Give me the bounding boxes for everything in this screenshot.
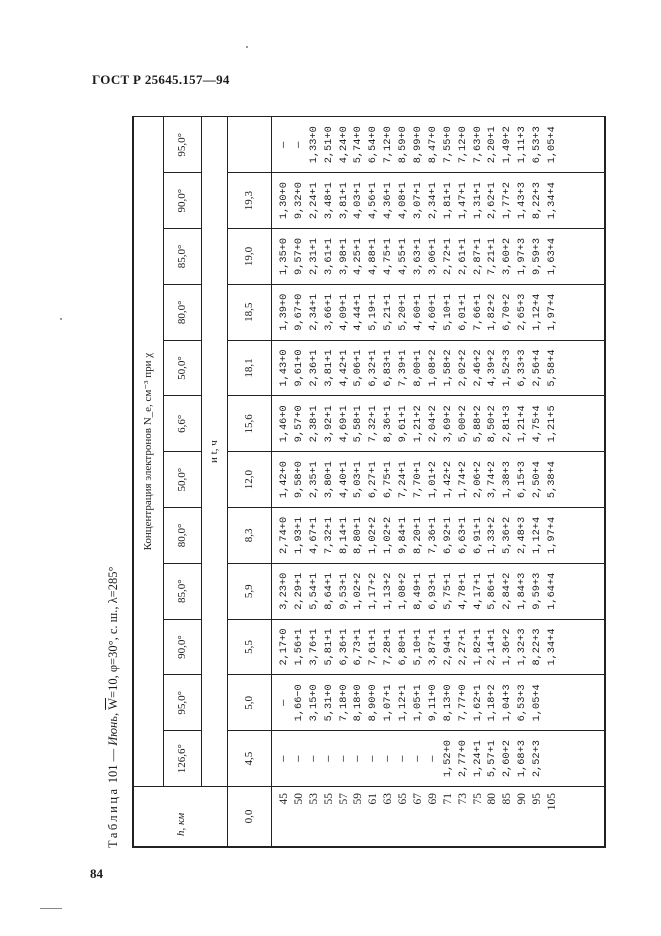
caption-month: Июнь, — [106, 712, 120, 746]
concentration-value: 1,13+2 — [382, 572, 395, 610]
concentration-column — [272, 563, 605, 619]
concentration-value: 9,57+0 — [292, 237, 305, 275]
concentration-value: 7,70+1 — [412, 461, 425, 499]
concentration-value: 4,40+1 — [337, 461, 350, 499]
concentration-value: 3,69+2 — [441, 405, 454, 443]
concentration-value: 2,62+1 — [486, 182, 499, 220]
concentration-value: 1,47+1 — [456, 182, 469, 220]
concentration-value: 7,24+1 — [397, 461, 410, 499]
concentration-value: 1,49+2 — [501, 126, 514, 164]
chi-header-cell: 85,0° — [164, 563, 202, 619]
concentration-value: 2,56+4 — [531, 349, 544, 387]
concentration-value: 5,03+1 — [352, 461, 365, 499]
chi-header-cell: 85,0° — [164, 229, 202, 285]
concentration-value: 2,84+2 — [501, 572, 514, 610]
caption-number: 101 — [106, 764, 120, 784]
concentration-value: 4,39+2 — [486, 349, 499, 387]
concentration-value: 1,35+0 — [278, 237, 290, 275]
concentration-value: 1,43+3 — [516, 182, 529, 220]
concentration-value: 7,32+1 — [367, 405, 380, 443]
concentration-value: 2,24+1 — [307, 182, 320, 220]
concentration-value: 6,93+1 — [426, 572, 439, 610]
concentration-value: 6,15+3 — [516, 461, 529, 499]
concentration-value: 1,08+2 — [397, 572, 410, 610]
concentration-value: 8,80+1 — [352, 516, 365, 554]
concentration-value: 4,75+1 — [382, 237, 395, 275]
concentration-value: 1,05+4 — [546, 126, 559, 164]
t-header-cell: 19,0 — [228, 229, 272, 285]
chi-header-cell: 50,0° — [164, 452, 202, 508]
concentration-value: 6,91+1 — [471, 516, 484, 554]
concentration-column — [272, 675, 605, 731]
height-value: 65 — [397, 793, 410, 805]
concentration-value: 4,75+4 — [531, 405, 544, 443]
concentration-value: 3,66+1 — [322, 293, 335, 331]
concentration-value: 2,65+3 — [516, 293, 529, 331]
concentration-value: 6,83+1 — [382, 349, 395, 387]
concentration-value: 3,60+2 — [501, 237, 514, 275]
concentration-value: 6,33+3 — [516, 349, 529, 387]
concentration-value: 1,97+4 — [546, 516, 559, 554]
concentration-value: 6,36+1 — [337, 628, 350, 666]
concentration-value: 6,92+1 — [441, 516, 454, 554]
concentration-value: 3,61+1 — [322, 237, 335, 275]
concentration-column — [272, 731, 605, 787]
concentration-value: 1,05+4 — [531, 684, 544, 722]
concentration-column — [272, 508, 605, 564]
concentration-value: 8,22+3 — [531, 628, 544, 666]
concentration-value: 2,52+3 — [531, 740, 544, 778]
concentration-value: 4,78+1 — [456, 572, 469, 610]
concentration-value: 6,70+2 — [501, 293, 514, 331]
concentration-value: 5,57+1 — [486, 740, 499, 778]
concentration-value: 2,61+1 — [456, 237, 469, 275]
concentration-value: 1,21+4 — [516, 405, 529, 443]
concentration-value: 2,27+1 — [456, 628, 469, 666]
concentration-value: 7,28+1 — [382, 628, 395, 666]
concentration-value: 2,60+2 — [501, 740, 514, 778]
concentration-value: 5,31+0 — [322, 684, 335, 722]
concentration-value: 1,52+3 — [501, 349, 514, 387]
concentration-column — [272, 340, 605, 396]
concentration-value: 5,10+1 — [412, 628, 425, 666]
concentration-value: 1,01+2 — [426, 461, 439, 499]
concentration-value: 9,57+0 — [292, 405, 305, 443]
concentration-value: — — [278, 141, 290, 148]
concentration-value: 2,81+3 — [501, 405, 514, 443]
concentration-value: 2,77+0 — [456, 740, 469, 778]
concentration-value: 6,27+1 — [367, 461, 380, 499]
caption-prefix: Таблица — [106, 786, 120, 848]
t-header-cell: 12,0 — [228, 452, 272, 508]
concentration-value: 7,55+0 — [441, 126, 454, 164]
concentration-value: 1,46+0 — [278, 405, 290, 443]
concentration-value: — — [412, 755, 425, 762]
concentration-value: 2,02+2 — [456, 349, 469, 387]
concentration-value: 1,02+2 — [367, 516, 380, 554]
concentration-value: 2,20+1 — [486, 126, 499, 164]
t-header-cell: 4,5 — [228, 731, 272, 787]
concentration-value: 3,87+1 — [426, 628, 439, 666]
concentration-value: 6,80+1 — [397, 628, 410, 666]
chi-header-cell: 126,6° — [164, 731, 202, 787]
concentration-value: 7,63+0 — [471, 126, 484, 164]
concentration-value: 8,47+0 — [426, 126, 439, 164]
concentration-value: — — [307, 755, 320, 762]
concentration-value: 7,61+1 — [367, 628, 380, 666]
document-header: ГОСТ Р 25645.157—94 — [92, 72, 230, 87]
concentration-value: 3,15+0 — [307, 684, 320, 722]
concentration-value: 3,23+0 — [278, 572, 290, 610]
concentration-value: 1,97+4 — [546, 293, 559, 331]
concentration-value: 8,14+1 — [337, 516, 350, 554]
concentration-value: 2,04+2 — [426, 405, 439, 443]
concentration-value: 9,53+1 — [337, 572, 350, 610]
concentration-value: 2,35+1 — [307, 461, 320, 499]
chi-header-cell: 95,0° — [164, 117, 202, 173]
height-value: 80 — [486, 793, 499, 805]
scan-speck — [60, 318, 62, 320]
concentration-value: 8,18+0 — [352, 684, 365, 722]
height-value: 55 — [322, 793, 335, 805]
concentration-value: 5,81+1 — [322, 628, 335, 666]
concentration-value: 2,17+0 — [278, 628, 290, 666]
concentration-header: Концентрация электронов N_e, см⁻³ при χ — [134, 117, 164, 787]
concentration-value: 4,17+1 — [471, 572, 484, 610]
concentration-value: 5,88+2 — [471, 405, 484, 443]
concentration-value: 8,59+0 — [397, 126, 410, 164]
concentration-value: 1,36+2 — [501, 628, 514, 666]
footer-rule — [40, 908, 62, 909]
concentration-value: 4,42+1 — [337, 349, 350, 387]
height-values-column — [272, 787, 605, 847]
concentration-value: 4,56+1 — [367, 182, 380, 220]
concentration-value: 6,53+3 — [531, 126, 544, 164]
concentration-value: 1,21+5 — [546, 405, 559, 443]
concentration-value: 2,38+1 — [307, 405, 320, 443]
concentration-value: 2,72+1 — [441, 237, 454, 275]
concentration-value: 2,29+1 — [292, 572, 305, 610]
concentration-value: 1,68+3 — [516, 740, 529, 778]
concentration-value: 3,80+1 — [322, 461, 335, 499]
concentration-value: 7,77+0 — [456, 684, 469, 722]
t-header-cell: 18,1 — [228, 340, 272, 396]
concentration-value: 6,54+0 — [367, 126, 380, 164]
concentration-value: 6,63+1 — [456, 516, 469, 554]
t-header-cell: 19,3 — [228, 173, 272, 229]
concentration-value: 1,34+4 — [546, 182, 559, 220]
concentration-column — [272, 229, 605, 285]
height-value: 75 — [471, 793, 484, 805]
height-value: 67 — [412, 793, 425, 805]
concentration-value: 1,42+2 — [441, 461, 454, 499]
concentration-value: 8,99+0 — [412, 126, 425, 164]
concentration-value: 1,11+3 — [516, 126, 529, 164]
concentration-value: 1,39+0 — [278, 293, 290, 331]
concentration-value: 8,13+0 — [441, 684, 454, 722]
concentration-value: 3,74+2 — [486, 461, 499, 499]
concentration-value: — — [367, 755, 380, 762]
concentration-value: 1,34+4 — [546, 628, 559, 666]
scan-speck — [246, 46, 248, 48]
concentration-column — [272, 452, 605, 508]
concentration-value: 1,52+0 — [441, 740, 454, 778]
chi-header-cell: 90,0° — [164, 619, 202, 675]
height-value: 90 — [516, 793, 529, 805]
concentration-value: 8,22+3 — [531, 182, 544, 220]
time-header: и t, ч — [202, 117, 228, 787]
height-column-header: h, км — [134, 787, 228, 847]
chi-header-cell: 90,0° — [164, 173, 202, 229]
concentration-value: 8,50+2 — [486, 405, 499, 443]
t-header-cell: 8,3 — [228, 508, 272, 564]
concentration-value: 1,74+2 — [456, 461, 469, 499]
concentration-value: 9,11+0 — [426, 684, 439, 722]
concentration-value: — — [382, 755, 395, 762]
concentration-value: 1,18+2 — [486, 684, 499, 722]
concentration-value: 3,98+1 — [337, 237, 350, 275]
concentration-value: 9,32+0 — [292, 182, 305, 220]
height-value: 63 — [382, 793, 395, 805]
concentration-value: 1,31+1 — [471, 182, 484, 220]
concentration-value: 1,12+4 — [531, 516, 544, 554]
concentration-value: 7,21+1 — [486, 237, 499, 275]
concentration-value: 7,12+0 — [456, 126, 469, 164]
concentration-value: 1,66−0 — [292, 684, 305, 722]
concentration-value: 5,21+1 — [382, 293, 395, 331]
concentration-value: — — [278, 755, 290, 762]
caption-w-symbol: $\overline{W}$ — [106, 697, 120, 710]
concentration-value: 2,06+2 — [471, 461, 484, 499]
concentration-column — [272, 173, 605, 229]
concentration-value: 3,81+1 — [337, 182, 350, 220]
t-header-cell: 18,5 — [228, 284, 272, 340]
concentration-value: 1,30+0 — [278, 182, 290, 220]
concentration-column — [272, 284, 605, 340]
concentration-value: 2,34+1 — [307, 293, 320, 331]
concentration-value: — — [426, 755, 439, 762]
concentration-value: 1,84+3 — [516, 572, 529, 610]
concentration-value: 1,82+2 — [486, 293, 499, 331]
concentration-value: 7,39+1 — [397, 349, 410, 387]
height-value: 85 — [501, 793, 514, 805]
concentration-value: — — [337, 755, 350, 762]
concentration-value: 1,77+2 — [501, 182, 514, 220]
concentration-value: 2,87+1 — [471, 237, 484, 275]
height-value: 50 — [292, 793, 305, 805]
concentration-value: 1,12+4 — [531, 293, 544, 331]
concentration-value: 2,48+3 — [516, 516, 529, 554]
table-caption: Таблица 101 — Июнь, $\overline{W}=10$, φ=30°, с. ш., λ=285° — [106, 566, 120, 848]
concentration-value: 4,55+1 — [397, 237, 410, 275]
concentration-value: 1,33+2 — [486, 516, 499, 554]
t-header-cell: 5,5 — [228, 619, 272, 675]
concentration-value: 5,00+2 — [456, 405, 469, 443]
concentration-value: — — [322, 755, 335, 762]
concentration-value: 5,06+1 — [352, 349, 365, 387]
caption-rest: =10, φ=30°, с. ш., λ=285° — [106, 566, 120, 698]
concentration-value: 2,14+1 — [486, 628, 499, 666]
concentration-value: 4,08+1 — [397, 182, 410, 220]
concentration-value: 9,59+3 — [531, 237, 544, 275]
concentration-value: 9,59+3 — [531, 572, 544, 610]
concentration-value: 2,34+1 — [426, 182, 439, 220]
concentration-value: 1,04+3 — [501, 684, 514, 722]
concentration-value: 8,49+1 — [412, 572, 425, 610]
concentration-value: — — [352, 755, 365, 762]
concentration-value: 5,19+1 — [367, 293, 380, 331]
concentration-value: 1,97+3 — [516, 237, 529, 275]
concentration-value: 5,36+2 — [501, 516, 514, 554]
concentration-value: 6,53+3 — [516, 684, 529, 722]
concentration-value: 3,63+1 — [412, 237, 425, 275]
chi-header-cell: 6,6° — [164, 396, 202, 452]
concentration-value: 9,67+0 — [292, 293, 305, 331]
concentration-value: 5,38+4 — [546, 461, 559, 499]
concentration-value: — — [397, 755, 410, 762]
t-header-cell: 5,0 — [228, 675, 272, 731]
concentration-value: 6,75+1 — [382, 461, 395, 499]
concentration-value: 7,66+1 — [471, 293, 484, 331]
concentration-value: 2,94+1 — [441, 628, 454, 666]
concentration-value: 9,61+1 — [397, 405, 410, 443]
concentration-value: 1,43+0 — [278, 349, 290, 387]
concentration-value: 7,18+0 — [337, 684, 350, 722]
data-table-frame — [132, 116, 606, 848]
rotated-table-block — [88, 118, 608, 858]
concentration-value: 1,56+1 — [292, 628, 305, 666]
concentration-value: — — [292, 755, 305, 762]
concentration-value: 4,60+1 — [412, 293, 425, 331]
height-value: 57 — [337, 793, 350, 805]
concentration-value: 1,02+2 — [382, 516, 395, 554]
t-header-cell: 5,9 — [228, 563, 272, 619]
concentration-value: 6,01+1 — [456, 293, 469, 331]
concentration-value: 4,25+1 — [352, 237, 365, 275]
concentration-value: 1,07+1 — [382, 684, 395, 722]
concentration-value: 5,58+4 — [546, 349, 559, 387]
concentration-value: 1,81+1 — [441, 182, 454, 220]
concentration-value: 2,46+2 — [471, 349, 484, 387]
height-value: 61 — [367, 793, 380, 805]
concentration-column — [272, 117, 605, 173]
concentration-value: 1,33+0 — [307, 126, 320, 164]
t-header-cell: 0,0 — [228, 787, 272, 847]
chi-header-cell: 50,0° — [164, 340, 202, 396]
concentration-value: 4,09+1 — [337, 293, 350, 331]
concentration-value: 5,86+1 — [486, 572, 499, 610]
height-value: 105 — [546, 793, 559, 811]
concentration-value: 1,24+1 — [471, 740, 484, 778]
t-header-cell: 15,6 — [228, 396, 272, 452]
concentration-value: 2,36+1 — [307, 349, 320, 387]
concentration-value: 1,32+3 — [516, 628, 529, 666]
concentration-value: 7,32+1 — [322, 516, 335, 554]
concentration-value: — — [278, 699, 290, 706]
concentration-value: 5,54+1 — [307, 572, 320, 610]
page-number: 84 — [90, 866, 103, 881]
concentration-value: 2,74+0 — [278, 516, 290, 554]
concentration-value: 2,51+0 — [322, 126, 335, 164]
concentration-value: 2,50+4 — [531, 461, 544, 499]
height-value: 59 — [352, 793, 365, 805]
concentration-value: 6,32+1 — [367, 349, 380, 387]
concentration-value: 4,24+0 — [337, 126, 350, 164]
concentration-value: 5,10+1 — [441, 293, 454, 331]
concentration-value: 5,20+1 — [397, 293, 410, 331]
concentration-value: 8,36+1 — [382, 405, 395, 443]
concentration-value: 3,81+1 — [322, 349, 335, 387]
concentration-value: 4,67+1 — [307, 516, 320, 554]
concentration-value: 1,93+1 — [292, 516, 305, 554]
height-value: 95 — [531, 793, 544, 805]
concentration-value: 3,76+1 — [307, 628, 320, 666]
concentration-value: 5,75+1 — [441, 572, 454, 610]
concentration-value: 1,64+4 — [546, 572, 559, 610]
data-table — [133, 116, 605, 847]
concentration-value: 8,64+1 — [322, 572, 335, 610]
concentration-value: 7,12+0 — [382, 126, 395, 164]
concentration-value: 7,36+1 — [426, 516, 439, 554]
concentration-value: 1,05+1 — [412, 684, 425, 722]
concentration-value: 1,17+2 — [367, 572, 380, 610]
concentration-value: 1,08+2 — [426, 349, 439, 387]
concentration-value: 1,38+3 — [501, 461, 514, 499]
concentration-value: 1,82+1 — [471, 628, 484, 666]
concentration-value: 1,12+1 — [397, 684, 410, 722]
concentration-value: 2,31+1 — [307, 237, 320, 275]
concentration-value: 9,58+0 — [292, 461, 305, 499]
height-value: 53 — [307, 793, 320, 805]
concentration-value: 9,84+1 — [397, 516, 410, 554]
concentration-value: 4,36+1 — [382, 182, 395, 220]
height-value: 45 — [278, 793, 290, 805]
concentration-value: 8,90+0 — [367, 684, 380, 722]
concentration-value: 5,74+0 — [352, 126, 365, 164]
concentration-value: 1,63+4 — [546, 237, 559, 275]
concentration-value: 1,42+0 — [278, 461, 290, 499]
concentration-value: 1,58+2 — [441, 349, 454, 387]
concentration-value: 8,20+1 — [412, 516, 425, 554]
concentration-value: 8,00+1 — [412, 349, 425, 387]
concentration-column — [272, 396, 605, 452]
concentration-value: 1,62+1 — [471, 684, 484, 722]
concentration-value: 4,60+1 — [426, 293, 439, 331]
concentration-value: 3,92+1 — [322, 405, 335, 443]
chi-header-cell: 95,0° — [164, 675, 202, 731]
concentration-value: 3,48+1 — [322, 182, 335, 220]
height-value: 71 — [441, 793, 454, 805]
concentration-value: 4,88+1 — [367, 237, 380, 275]
concentration-value: 4,69+1 — [337, 405, 350, 443]
chi-header-cell: 80,0° — [164, 508, 202, 564]
concentration-value: 3,07+1 — [412, 182, 425, 220]
concentration-column — [272, 619, 605, 675]
height-value: 69 — [426, 793, 439, 805]
concentration-value: 4,03+1 — [352, 182, 365, 220]
concentration-value: 1,21+2 — [412, 405, 425, 443]
concentration-value: 4,44+1 — [352, 293, 365, 331]
concentration-value: 9,61+0 — [292, 349, 305, 387]
concentration-value: 6,73+1 — [352, 628, 365, 666]
concentration-value: 5,58+1 — [352, 405, 365, 443]
concentration-value: — — [292, 141, 305, 148]
height-value: 73 — [456, 793, 469, 805]
chi-header-cell: 80,0° — [164, 284, 202, 340]
concentration-value: 3,06+1 — [426, 237, 439, 275]
concentration-value: 1,02+2 — [352, 572, 365, 610]
